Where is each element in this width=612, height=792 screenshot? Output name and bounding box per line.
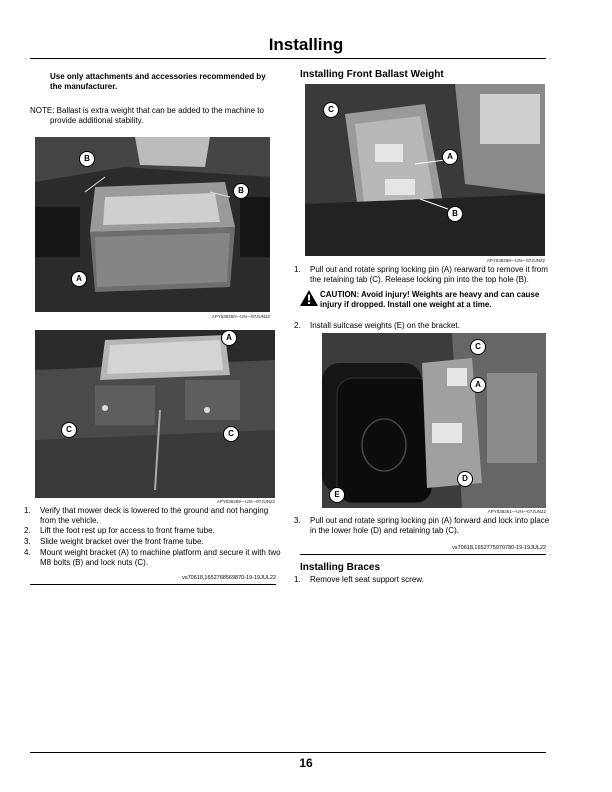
step-lock-pin: 3. Pull out and rotate spring locking pin (A) forward and lock into place in the lower hole (D) and retaining tab (C). — [294, 516, 550, 535]
step-lift-foot-rest: 2. Lift the foot rest up for access to front frame tube. — [24, 526, 215, 535]
right-end-rule — [300, 554, 546, 555]
left-end-rule — [30, 584, 276, 585]
step-install-weights: 2. Install suitcase weights (E) on the bracket. — [294, 321, 460, 330]
page-number: 16 — [299, 756, 313, 770]
section-title-braces: Installing Braces — [300, 562, 381, 573]
header-rule — [30, 58, 546, 59]
right-ref-code: vs70618,1652775970780-19-19JUL22 — [452, 545, 546, 551]
attachment-warning: Use only attachments and accessories recommended by the manufacturer. — [50, 72, 266, 91]
callout-c: C — [323, 102, 339, 118]
figure2-caption: APY538259—UN—07JUN22 — [216, 499, 275, 504]
figure1-caption: APY538260—UN—07JUN22 — [211, 314, 270, 319]
callout-b-right: B — [233, 183, 249, 199]
callout-d: D — [457, 471, 473, 487]
step-slide-bracket: 3. Slide weight bracket over the front frame tube. — [24, 537, 204, 546]
callout-a: A — [442, 149, 458, 165]
callout-c-right: C — [223, 426, 239, 442]
figure4-caption: APY538261—UN—07JUN22 — [487, 509, 546, 514]
left-ref-code: vs70618,1652768569870-19-19JUL22 — [182, 575, 276, 581]
callout-e: E — [329, 487, 345, 503]
callout-c: C — [470, 339, 486, 355]
callout-b: B — [447, 206, 463, 222]
figure-bracket-mounting-photo — [35, 330, 275, 498]
callout-a: A — [71, 271, 87, 287]
page-title: Installing — [268, 35, 344, 54]
step-remove-pin: 1. Pull out and rotate spring locking pin (A) rearward to remove it from the retaining tab (C). Release locking pin into the top hole (B). — [294, 265, 548, 284]
warning-icon — [300, 290, 318, 306]
footer-rule — [30, 752, 546, 753]
figure-suitcase-weights-photo — [322, 333, 546, 508]
callout-a: A — [470, 377, 486, 393]
step-verify-deck: 1. Verify that mower deck is lowered to the ground and not hanging from the vehicle. — [24, 506, 269, 525]
callout-b-left: B — [79, 151, 95, 167]
figure3-caption: APY538260—UN—07JUN22 — [486, 258, 545, 263]
step-mount-bracket: 4. Mount weight bracket (A) to machine platform and secure it with two M8 bolts (B) and lock nuts (C). — [24, 548, 281, 567]
section-title-front-ballast: Installing Front Ballast Weight — [300, 69, 444, 80]
ballast-note: NOTE: Ballast is extra weight that can be added to the machine to provide additional stability. — [30, 106, 264, 125]
figure-weight-bracket-photo — [35, 137, 270, 312]
callout-c-left: C — [61, 422, 77, 438]
figure-locking-pin-photo — [305, 84, 545, 256]
callout-a: A — [221, 330, 237, 346]
step-remove-seat-screw: 1. Remove left seat support screw. — [294, 575, 424, 584]
caution-text: CAUTION: Avoid injury! Weights are heavy and can cause injury if dropped. Install one weight at a time. — [320, 290, 540, 309]
